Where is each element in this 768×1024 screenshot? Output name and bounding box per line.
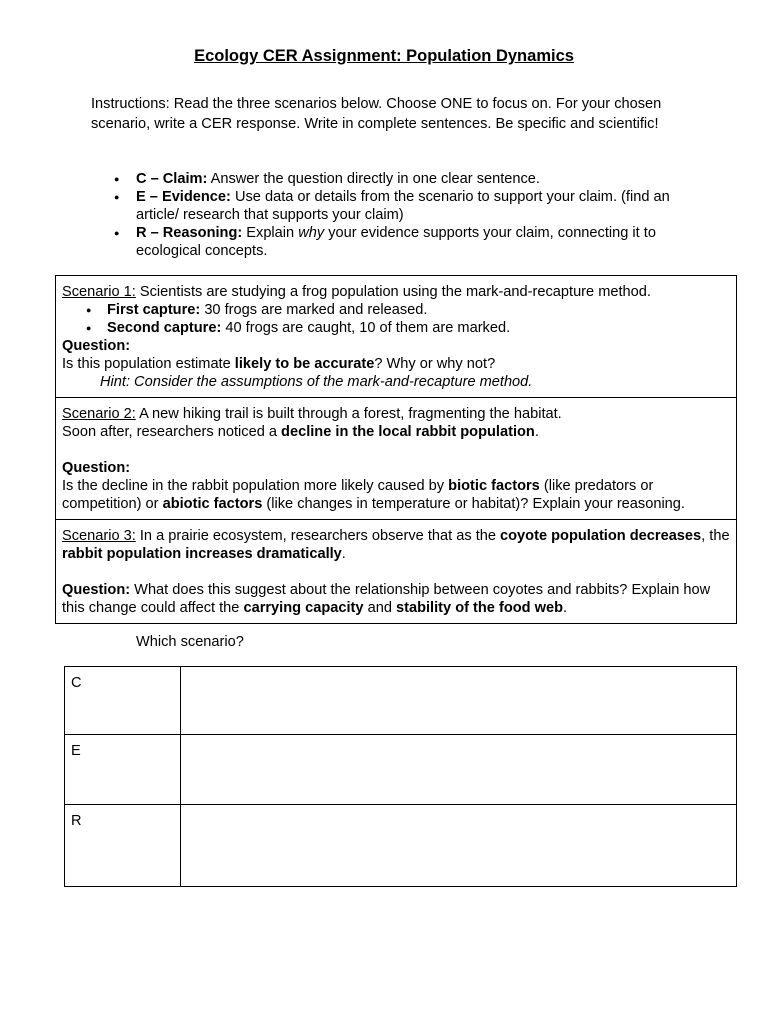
scenario-label: Scenario 1: xyxy=(62,284,136,300)
scenario-1 xyxy=(56,276,736,397)
cer-response-table xyxy=(64,666,737,887)
scenario-text: . xyxy=(341,546,346,562)
bullet-term: First capture: xyxy=(107,302,201,318)
question-label: Question: xyxy=(62,460,131,476)
list-item xyxy=(86,301,730,319)
question-emphasis: abiotic factors xyxy=(162,496,263,512)
question-text: . xyxy=(563,600,568,616)
scenario-3 xyxy=(56,519,736,623)
bullet-term: Second capture: xyxy=(107,320,222,336)
scenario-label: Scenario 2: xyxy=(62,406,136,422)
which-scenario-prompt: Which scenario? xyxy=(136,634,244,650)
scenario-text: Soon after, researchers noticed a xyxy=(62,424,282,440)
list-item xyxy=(114,188,684,224)
instructions-text: Instructions: Read the three scenarios below. Choose ONE to focus on. For your chosen scenario, write a CER response. Write in complete sentences. Be specific and scientific! xyxy=(91,96,662,132)
hint-text: Hint: Consider the assumptions of the mark-and-recapture method. xyxy=(100,374,533,390)
scenario-text: Scientists are studying a frog population using the mark-and-recapture method. xyxy=(135,284,651,300)
bullet-desc: 40 frogs are caught, 10 of them are marked. xyxy=(221,320,511,336)
scenario-text: A new hiking trail is built through a forest, fragmenting the habitat. xyxy=(135,406,562,422)
row-label-e: E xyxy=(65,735,181,805)
question-label: Question: xyxy=(62,582,131,598)
bullet-desc: 30 frogs are marked and released. xyxy=(200,302,428,318)
row-label-r: R xyxy=(65,805,181,887)
cer-desc: Answer the question directly in one clear sentence. xyxy=(207,171,540,187)
cer-term: E – Evidence: xyxy=(136,189,231,205)
scenario-text: In a prairie ecosystem, researchers observe that as the xyxy=(135,528,501,544)
scenario-emphasis: coyote population decreases xyxy=(500,528,702,544)
scenario-emphasis: rabbit population increases dramatically xyxy=(62,546,342,562)
question-text: Is the decline in the rabbit population more likely caused by xyxy=(62,478,449,494)
question-text: ? Why or why not? xyxy=(374,356,496,372)
cer-desc: your evidence supports your claim, connecting it to ecological concepts. xyxy=(136,225,656,259)
cer-list xyxy=(114,170,684,260)
scenario-text: , the xyxy=(701,528,730,544)
question-emphasis: carrying capacity xyxy=(243,600,364,616)
question-emphasis: biotic factors xyxy=(448,478,540,494)
question-text: (like predators or competition) or xyxy=(62,478,654,512)
scenario-2 xyxy=(56,397,736,519)
table-row xyxy=(65,805,737,887)
table-row xyxy=(65,735,737,805)
scenario-emphasis: decline in the local rabbit population xyxy=(281,424,535,440)
question-emphasis: likely to be accurate xyxy=(234,356,375,372)
question-text: (like changes in temperature or habitat)? Explain your reasoning. xyxy=(262,496,685,512)
scenario-text: . xyxy=(534,424,539,440)
question-label: Question: xyxy=(62,338,131,354)
response-cell-e[interactable] xyxy=(181,735,737,805)
question-text: What does this suggest about the relationship between coyotes and rabbits? Explain how this change could affect the xyxy=(62,582,711,616)
table-row xyxy=(65,667,737,735)
scenario-1-bullets xyxy=(62,301,730,337)
list-item xyxy=(114,224,684,260)
page-title: Ecology CER Assignment: Population Dynamics xyxy=(194,47,574,65)
list-item xyxy=(86,319,730,337)
scenarios-table xyxy=(55,275,737,624)
scenario-label: Scenario 3: xyxy=(62,528,136,544)
question-text: and xyxy=(363,600,396,616)
response-cell-c[interactable] xyxy=(181,667,737,735)
cer-desc: Use data or details from the scenario to support your claim. (find an article/ research that supports your claim) xyxy=(136,189,670,223)
question-emphasis: stability of the food web xyxy=(396,600,564,616)
response-cell-r[interactable] xyxy=(181,805,737,887)
question-text: Is this population estimate xyxy=(62,356,235,372)
cer-desc: Explain xyxy=(242,225,299,241)
cer-desc-emphasis: why xyxy=(298,225,325,241)
cer-term: C – Claim: xyxy=(136,171,208,187)
list-item xyxy=(114,170,684,188)
row-label-c: C xyxy=(65,667,181,735)
cer-term: R – Reasoning: xyxy=(136,225,243,241)
